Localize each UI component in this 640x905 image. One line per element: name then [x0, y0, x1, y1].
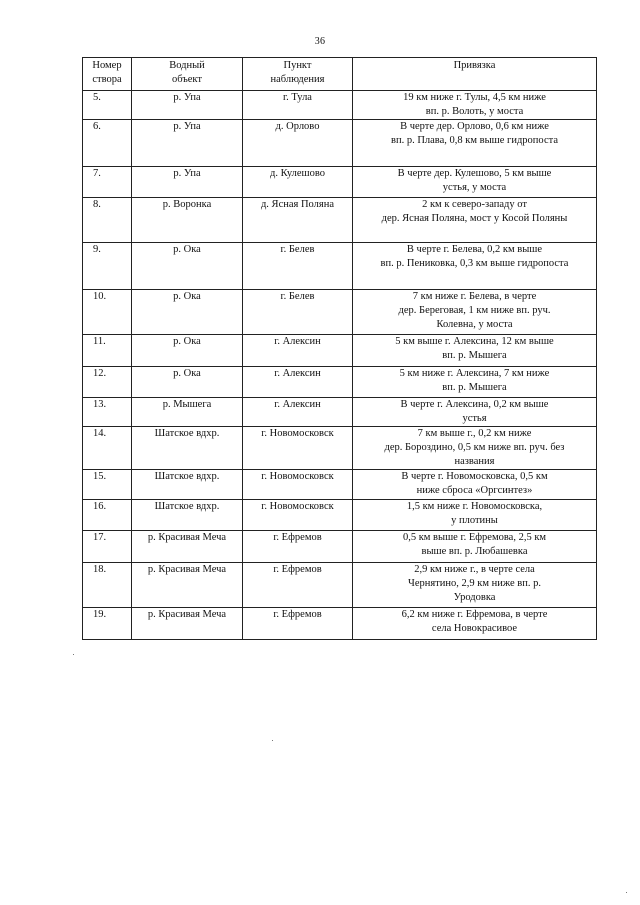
- cell-station: г. Тула: [243, 91, 353, 120]
- cell-reference: В черте г. Алексина, 0,2 км выше устья: [353, 398, 597, 427]
- cell-number: 18.: [83, 563, 132, 608]
- scan-speck: [73, 654, 74, 655]
- cell-number: 16.: [83, 500, 132, 531]
- cell-reference: 19 км ниже г. Тулы, 4,5 км ниже вп. р. Волоть, у моста: [353, 91, 597, 120]
- scan-speck: [626, 892, 627, 893]
- cell-water-body: р. Воронка: [132, 198, 243, 243]
- cell-reference: 6,2 км ниже г. Ефремова, в черте села Новокрасивое: [353, 608, 597, 640]
- table-row: [83, 563, 597, 608]
- table-row: [83, 91, 597, 120]
- cell-station: г. Новомосковск: [243, 427, 353, 470]
- table-row: [83, 470, 597, 500]
- cell-number: 7.: [83, 167, 132, 198]
- cell-number: 13.: [83, 398, 132, 427]
- cell-station: г. Ефремов: [243, 563, 353, 608]
- header-number: Номер створа: [83, 58, 132, 91]
- cell-number: 17.: [83, 531, 132, 563]
- cell-water-body: Шатское вдхр.: [132, 500, 243, 531]
- table-row: [83, 243, 597, 290]
- cell-water-body: р. Красивая Меча: [132, 531, 243, 563]
- cell-reference: 5 км выше г. Алексина, 12 км выше вп. р. Мышега: [353, 335, 597, 367]
- cell-reference: 2 км к северо-западу от дер. Ясная Поляна, мост у Косой Поляны: [353, 198, 597, 243]
- cell-reference: 7 км выше г., 0,2 км ниже дер. Бороздино, 0,5 км ниже вп. руч. без названия: [353, 427, 597, 470]
- cell-water-body: р. Упа: [132, 167, 243, 198]
- cell-water-body: р. Ока: [132, 367, 243, 398]
- table-row: [83, 167, 597, 198]
- monitoring-sites-table: [82, 57, 597, 640]
- table-row: [83, 608, 597, 640]
- cell-water-body: Шатское вдхр.: [132, 427, 243, 470]
- cell-number: 9.: [83, 243, 132, 290]
- table-row: [83, 398, 597, 427]
- cell-reference: 2,9 км ниже г., в черте села Чернятино, 2,9 км ниже вп. р. Уродовка: [353, 563, 597, 608]
- cell-station: г. Новомосковск: [243, 470, 353, 500]
- cell-number: 15.: [83, 470, 132, 500]
- header-reference: Привязка: [353, 58, 597, 91]
- table-header-row: [83, 58, 597, 91]
- cell-station: г. Белев: [243, 243, 353, 290]
- cell-station: г. Алексин: [243, 398, 353, 427]
- cell-water-body: р. Красивая Меча: [132, 563, 243, 608]
- table-row: [83, 531, 597, 563]
- cell-station: д. Ясная Поляна: [243, 198, 353, 243]
- cell-reference: В черте г. Белева, 0,2 км выше вп. р. Пениковка, 0,3 км выше гидропоста: [353, 243, 597, 290]
- cell-water-body: Шатское вдхр.: [132, 470, 243, 500]
- table-row: [83, 290, 597, 335]
- cell-number: 14.: [83, 427, 132, 470]
- table-row: [83, 500, 597, 531]
- cell-station: д. Орлово: [243, 120, 353, 167]
- cell-water-body: р. Упа: [132, 91, 243, 120]
- cell-station: г. Алексин: [243, 335, 353, 367]
- page-number: 36: [314, 36, 326, 47]
- cell-number: 6.: [83, 120, 132, 167]
- cell-number: 11.: [83, 335, 132, 367]
- cell-reference: 5 км ниже г. Алексина, 7 км ниже вп. р. Мышега: [353, 367, 597, 398]
- cell-water-body: р. Красивая Меча: [132, 608, 243, 640]
- cell-reference: В черте дер. Орлово, 0,6 км ниже вп. р. Плава, 0,8 км выше гидропоста: [353, 120, 597, 167]
- table-row: [83, 335, 597, 367]
- cell-water-body: р. Ока: [132, 290, 243, 335]
- cell-number: 12.: [83, 367, 132, 398]
- cell-reference: В черте дер. Кулешово, 5 км выше устья, у моста: [353, 167, 597, 198]
- table-row: [83, 198, 597, 243]
- cell-water-body: р. Мышега: [132, 398, 243, 427]
- cell-number: 19.: [83, 608, 132, 640]
- table-row: [83, 367, 597, 398]
- cell-station: г. Ефремов: [243, 531, 353, 563]
- header-water-body: Водный объект: [132, 58, 243, 91]
- header-station: Пункт наблюдения: [243, 58, 353, 91]
- cell-reference: 1,5 км ниже г. Новомосковска, у плотины: [353, 500, 597, 531]
- table-row: [83, 120, 597, 167]
- cell-water-body: р. Ока: [132, 243, 243, 290]
- cell-station: д. Кулешово: [243, 167, 353, 198]
- cell-station: г. Ефремов: [243, 608, 353, 640]
- scan-speck: [272, 740, 273, 741]
- cell-station: г. Алексин: [243, 367, 353, 398]
- cell-reference: 7 км ниже г. Белева, в черте дер. Береговая, 1 км ниже вп. руч. Колевна, у моста: [353, 290, 597, 335]
- cell-reference: 0,5 км выше г. Ефремова, 2,5 км выше вп. р. Любашевка: [353, 531, 597, 563]
- cell-water-body: р. Упа: [132, 120, 243, 167]
- table-row: [83, 427, 597, 470]
- cell-station: г. Белев: [243, 290, 353, 335]
- cell-number: 5.: [83, 91, 132, 120]
- cell-number: 10.: [83, 290, 132, 335]
- cell-water-body: р. Ока: [132, 335, 243, 367]
- cell-number: 8.: [83, 198, 132, 243]
- cell-station: г. Новомосковск: [243, 500, 353, 531]
- cell-reference: В черте г. Новомосковска, 0,5 км ниже сброса «Оргсинтез»: [353, 470, 597, 500]
